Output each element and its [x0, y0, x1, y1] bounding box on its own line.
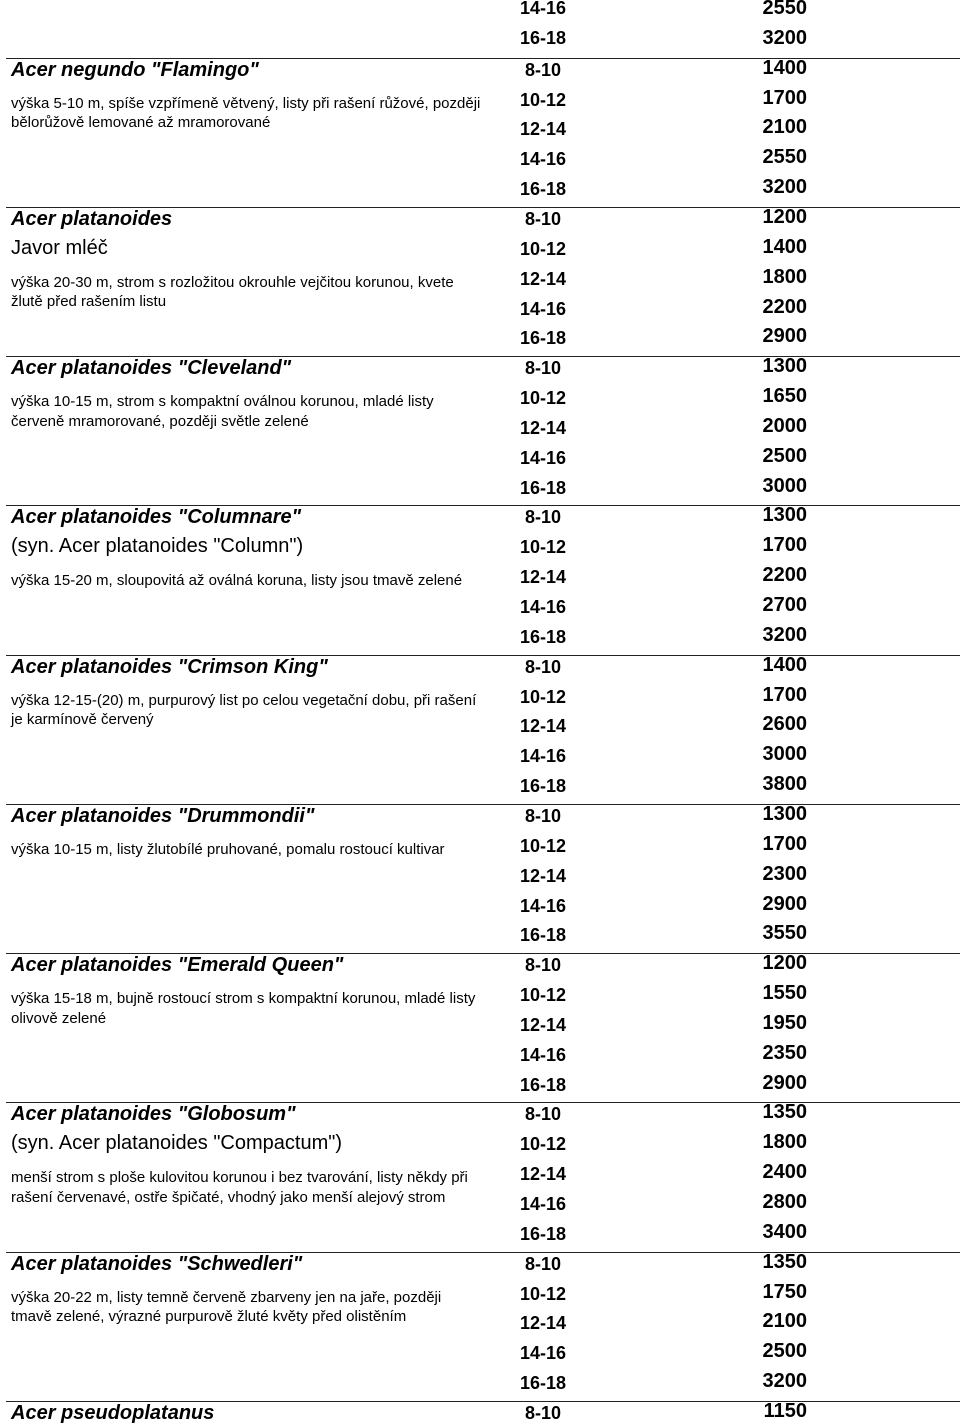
price-cell: 1800 [762, 265, 807, 288]
price-cell: 1350 [762, 1250, 807, 1273]
product-synonym: (syn. Acer platanoides "Compactum") [11, 1132, 343, 1155]
price-cell: 3000 [762, 743, 807, 766]
price-cell: 3800 [762, 773, 807, 796]
price-cell: 2100 [762, 116, 807, 139]
product-description: výška 20-22 m, listy temně červeně zbarveny jen na jaře, později tmavě zelené, výrazné purpurově žluté květy před olistěním [11, 1288, 442, 1326]
product-name: Acer platanoides "Emerald Queen" [11, 954, 344, 977]
size-cell: 12-14 [520, 1313, 567, 1334]
size-cell: 8-10 [524, 507, 562, 528]
price-cell: 1150 [763, 1399, 807, 1422]
price-cell: 2200 [762, 295, 807, 318]
size-cell: 10-12 [520, 1283, 567, 1304]
product-name: Acer pseudoplatanus [11, 1401, 215, 1424]
size-cell: 12-14 [520, 417, 567, 438]
size-cell: 16-18 [520, 179, 567, 200]
price-cell: 3200 [762, 1370, 807, 1393]
price-cell: 3000 [762, 474, 807, 497]
size-cell: 8-10 [524, 59, 562, 80]
price-cell: 1700 [762, 832, 807, 855]
size-cell: 14-16 [520, 1343, 567, 1364]
size-cell: 8-10 [524, 656, 562, 677]
size-cell: 14-16 [520, 298, 567, 319]
size-cell: 10-12 [520, 1134, 567, 1155]
size-cell: 8-10 [524, 208, 562, 229]
product-name: Acer platanoides "Drummondii" [11, 804, 315, 827]
price-cell: 1400 [762, 56, 807, 79]
size-cell: 16-18 [520, 1373, 567, 1394]
price-cell: 2550 [762, 146, 807, 169]
product-name: Acer platanoides "Columnare" [11, 506, 302, 529]
size-cell: 16-18 [520, 776, 567, 797]
price-cell: 1350 [762, 1101, 807, 1124]
price-cell: 1400 [762, 653, 807, 676]
size-cell: 14-16 [520, 0, 567, 18]
product-name: Acer platanoides [11, 207, 173, 230]
size-cell: 14-16 [520, 746, 567, 767]
size-cell: 10-12 [520, 686, 567, 707]
price-cell: 2300 [762, 862, 807, 885]
product-name: Acer platanoides "Cleveland" [11, 357, 292, 380]
size-cell: 14-16 [520, 597, 567, 617]
price-cell: 2550 [762, 0, 807, 19]
product-description: výška 5-10 m, spíše vzpřímeně větvený, listy při rašení růžové, později bělorůžově lemované až mramorované [11, 94, 481, 132]
price-cell: 2900 [762, 1071, 807, 1094]
size-cell: 14-16 [520, 149, 567, 170]
price-cell: 2900 [762, 325, 807, 348]
size-cell: 14-16 [520, 1044, 567, 1065]
price-cell: 2500 [762, 1340, 807, 1363]
product-name: Acer platanoides "Globosum" [11, 1103, 296, 1126]
price-cell: 1300 [762, 802, 807, 825]
size-cell: 8-10 [524, 1253, 562, 1274]
product-description: výška 20-30 m, strom s rozložitou okrouhle vejčitou korunou, kvete žlutě před rašením listu [11, 273, 454, 311]
size-cell: 10-12 [520, 835, 567, 856]
size-cell: 16-18 [520, 925, 567, 946]
product-name: Acer negundo "Flamingo" [11, 58, 259, 81]
price-cell: 2800 [762, 1191, 807, 1213]
product-description: výška 15-18 m, bujně rostoucí strom s kompaktní korunou, mladé listy olivově zelené [11, 990, 476, 1027]
price-cell: 1700 [762, 86, 807, 109]
price-cell: 3400 [762, 1220, 807, 1243]
product-description: výška 10-15 m, strom s kompaktní oválnou korunou, mladé listy červeně mramorované, později světle zelené [11, 393, 434, 430]
size-cell: 16-18 [520, 477, 567, 498]
price-cell: 2200 [762, 564, 807, 587]
size-cell: 8-10 [524, 358, 562, 379]
size-cell: 10-12 [520, 388, 567, 409]
price-cell: 2000 [762, 414, 807, 437]
price-cell: 1750 [762, 1280, 807, 1303]
size-cell: 16-18 [520, 626, 567, 647]
size-cell: 12-14 [520, 268, 567, 289]
price-cell: 2500 [762, 444, 807, 467]
size-cell: 12-14 [520, 1164, 567, 1185]
price-cell: 1950 [762, 1011, 807, 1034]
size-cell: 8-10 [524, 1402, 562, 1423]
size-cell: 14-16 [520, 447, 567, 468]
size-cell: 12-14 [520, 716, 567, 737]
price-cell: 1200 [762, 952, 807, 975]
price-cell: 1400 [762, 235, 807, 258]
size-cell: 12-14 [520, 865, 567, 886]
product-name: Acer platanoides "Crimson King" [11, 655, 328, 678]
size-cell: 8-10 [524, 1104, 562, 1125]
price-cell: 3550 [762, 922, 807, 945]
product-name: Acer platanoides "Schwedleri" [11, 1252, 303, 1275]
size-cell: 8-10 [524, 955, 562, 976]
price-cell: 1800 [762, 1131, 807, 1154]
size-cell: 12-14 [520, 119, 567, 140]
price-cell: 2900 [762, 892, 807, 915]
price-cell: 3200 [762, 176, 807, 199]
size-cell: 16-18 [520, 328, 567, 349]
price-cell: 2350 [762, 1041, 807, 1064]
price-cell: 2400 [762, 1161, 807, 1184]
size-cell: 8-10 [524, 805, 562, 826]
size-cell: 14-16 [520, 895, 567, 916]
size-cell: 10-12 [520, 238, 567, 259]
size-cell: 10-12 [520, 537, 567, 558]
price-cell: 2600 [762, 713, 807, 736]
size-cell: 16-18 [520, 27, 567, 48]
product-description: výška 10-15 m, listy žlutobílé pruhované, pomalu rostoucí kultivar [11, 840, 445, 858]
size-cell: 10-12 [520, 89, 567, 110]
product-description: výška 15-20 m, sloupovitá až oválná koruna, listy jsou tmavě zelené [11, 572, 463, 590]
price-cell: 3200 [762, 26, 807, 49]
product-synonym: (syn. Acer platanoides "Column") [11, 535, 304, 558]
price-cell: 1300 [762, 355, 807, 378]
size-cell: 14-16 [520, 1194, 567, 1214]
size-cell: 16-18 [520, 1223, 567, 1244]
product-description: menší strom s ploše kulovitou korunou i bez tvarování, listy někdy při rašení červenavé, ostře špičaté, vhodný jako menší alejový strom [11, 1169, 468, 1206]
price-cell: 2100 [762, 1310, 807, 1333]
price-cell: 3200 [762, 623, 807, 646]
size-cell: 12-14 [520, 567, 567, 588]
price-cell: 1300 [762, 504, 807, 527]
price-cell: 1700 [762, 683, 807, 706]
product-synonym: Javor mléč [11, 236, 108, 259]
price-cell: 1550 [762, 982, 807, 1005]
size-cell: 16-18 [520, 1074, 567, 1095]
price-cell: 1700 [762, 534, 807, 557]
price-cell: 1650 [762, 385, 807, 408]
price-cell: 2700 [762, 594, 807, 616]
size-cell: 10-12 [520, 985, 567, 1006]
price-cell: 1200 [762, 205, 807, 228]
product-description: výška 12-15-(20) m, purpurový list po celou vegetační dobu, při rašení je karmínově červený [11, 691, 477, 729]
size-cell: 12-14 [520, 1014, 567, 1035]
